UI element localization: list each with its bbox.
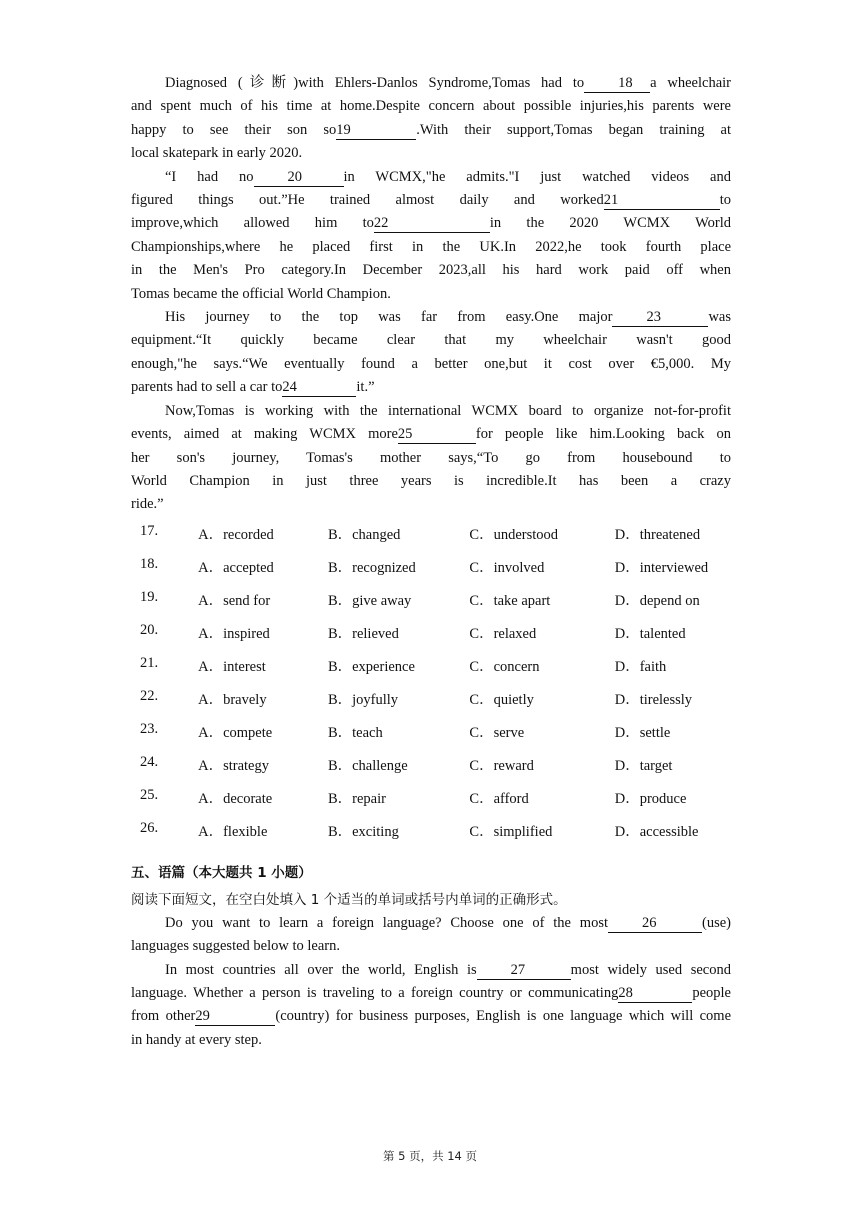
- question-options-row: [131, 622, 731, 655]
- option-a: A．interest: [198, 658, 266, 675]
- option-a: A．bravely: [198, 691, 267, 708]
- option-d: D．tirelessly: [614, 691, 693, 708]
- blank-18: 18: [584, 75, 650, 93]
- question-options-row: [131, 556, 731, 589]
- blank-20: 20: [254, 169, 344, 187]
- passage2-paragraph-2: [131, 959, 731, 1053]
- question-number: 18.: [140, 555, 159, 572]
- text-line: language. Whether a person is traveling to a foreign country or communicating: [131, 984, 619, 1001]
- page-footer: 第 5 页，共 14 页: [382, 1149, 478, 1163]
- text-line: for people like him.Looking back on: [475, 426, 731, 443]
- option-b: B．experience: [327, 658, 415, 675]
- text-line: ride.”: [131, 496, 164, 513]
- blank-29: 29: [195, 1008, 275, 1026]
- option-c: C．reward: [469, 757, 534, 774]
- question-options-row: [131, 820, 731, 853]
- text-line: In most countries all over the world, English is: [165, 961, 477, 978]
- option-a: A．send for: [198, 592, 271, 609]
- section-title: 五、语篇（本大题共 1 小题）: [131, 864, 312, 881]
- blank-26: 26: [608, 915, 702, 933]
- option-c: C．take apart: [469, 592, 551, 609]
- text-line: was: [708, 309, 731, 326]
- text-line: “I had no: [165, 168, 254, 185]
- question-options-row: [131, 688, 731, 721]
- blank-22: 22: [374, 215, 490, 233]
- question-options-row: [131, 523, 731, 556]
- options-list: [131, 523, 731, 853]
- passage-paragraph-1: [131, 72, 731, 166]
- text-line: enough,"he says.“We eventually found a better one,but it cost over €5,000. My: [131, 355, 731, 372]
- option-b: B．joyfully: [327, 691, 399, 708]
- option-a: A．recorded: [198, 526, 274, 543]
- option-c: C．involved: [469, 559, 545, 576]
- question-number: 20.: [140, 621, 159, 638]
- blank-19: 19: [336, 122, 416, 140]
- question-options-row: [131, 787, 731, 820]
- text-line: (country) for business purposes, English is one language which will come: [275, 1008, 732, 1025]
- option-d: D．interviewed: [614, 559, 709, 576]
- question-number: 23.: [140, 720, 159, 737]
- text-line: languages suggested below to learn.: [131, 938, 340, 955]
- option-b: B．repair: [327, 790, 386, 807]
- question-number: 24.: [140, 753, 159, 770]
- question-number: 25.: [140, 786, 159, 803]
- option-b: B．exciting: [327, 823, 399, 840]
- option-a: A．flexible: [198, 823, 268, 840]
- text-line: and spent much of his time at home.Despite concern about possible injuries,his parents were: [131, 98, 731, 115]
- option-c: C．understood: [469, 526, 559, 543]
- text-line: in WCMX,"he admits."I just watched videos and: [343, 168, 731, 185]
- blank-21: 21: [604, 192, 720, 210]
- text-line: figured things out.”He trained almost daily and worked: [131, 192, 604, 209]
- text-line: (use): [702, 914, 731, 931]
- text-line: from other: [131, 1008, 196, 1025]
- option-c: C．relaxed: [469, 625, 537, 642]
- option-d: D．faith: [614, 658, 667, 675]
- text-line: His journey to the top was far from easy.One major: [165, 309, 613, 326]
- option-b: B．challenge: [327, 757, 408, 774]
- option-a: A．inspired: [198, 625, 270, 642]
- text-line: happy to see their son so: [131, 121, 337, 138]
- text-line: her son's journey, Tomas's mother says,“To go from housebound to: [131, 449, 731, 466]
- question-options-row: [131, 655, 731, 688]
- question-number: 26.: [140, 819, 159, 836]
- option-b: B．relieved: [327, 625, 399, 642]
- text-line: Championships,where he placed first in the UK.In 2022,he took fourth place: [131, 238, 731, 255]
- text-line: World Champion in just three years is incredible.It has been a crazy: [131, 472, 731, 489]
- option-d: D．settle: [614, 724, 671, 741]
- text-line: in the 2020 WCMX World: [489, 215, 731, 232]
- option-a: A．compete: [198, 724, 273, 741]
- option-a: A．decorate: [198, 790, 273, 807]
- option-d: D．depend on: [614, 592, 700, 609]
- option-a: A．accepted: [198, 559, 274, 576]
- passage-paragraph-2: [131, 166, 731, 306]
- option-c: C．concern: [469, 658, 540, 675]
- option-b: B．teach: [327, 724, 383, 741]
- option-b: B．give away: [327, 592, 412, 609]
- blank-27: 27: [477, 962, 571, 980]
- text-line: it.”: [356, 379, 375, 396]
- section-instruction: 阅读下面短文，在空白处填入 1 个适当的单词或括号内单词的正确形式。: [131, 891, 567, 908]
- option-c: C．afford: [469, 790, 529, 807]
- text-line: parents had to sell a car to: [131, 379, 283, 396]
- option-a: A．strategy: [198, 757, 269, 774]
- page-content: [131, 72, 731, 1052]
- text-line: .With their support,Tomas began training at: [416, 121, 731, 138]
- passage-paragraph-3: [131, 306, 731, 400]
- option-d: D．produce: [614, 790, 687, 807]
- option-b: B．recognized: [327, 559, 416, 576]
- text-line: Now,Tomas is working with the international WCMX board to organize not-for-profit: [165, 402, 731, 419]
- blank-23: 23: [612, 309, 708, 327]
- text-line: Diagnosed (诊断)with Ehlers-Danlos Syndrome,Tomas had to: [165, 75, 585, 91]
- option-d: D．accessible: [614, 823, 699, 840]
- text-line: improve,which allowed him to: [131, 215, 374, 232]
- text-line: to: [719, 192, 731, 209]
- text-line: events, aimed at making WCMX more: [131, 426, 398, 443]
- question-options-row: [131, 721, 731, 754]
- option-d: D．target: [614, 757, 673, 774]
- question-number: 21.: [140, 654, 159, 671]
- text-line: in handy at every step.: [131, 1031, 262, 1048]
- question-number: 17.: [140, 522, 159, 539]
- option-b: B．changed: [327, 526, 401, 543]
- question-options-row: [131, 589, 731, 622]
- text-line: people: [692, 984, 731, 1001]
- passage-paragraph-4: [131, 400, 731, 517]
- question-number: 19.: [140, 588, 159, 605]
- blank-25: 25: [398, 426, 476, 444]
- blank-28: 28: [618, 985, 692, 1003]
- text-line: Tomas became the official World Champion.: [131, 285, 391, 302]
- option-d: D．threatened: [614, 526, 701, 543]
- question-number: 22.: [140, 687, 159, 704]
- question-options-row: [131, 754, 731, 787]
- text-line: local skatepark in early 2020.: [131, 145, 303, 162]
- text-line: most widely used second: [570, 961, 731, 978]
- text-line: in the Men's Pro category.In December 2023,all his hard work paid off when: [131, 262, 731, 279]
- text-line: a wheelchair: [650, 75, 731, 91]
- passage2-paragraph-1: [131, 912, 731, 959]
- blank-24: 24: [282, 379, 356, 397]
- option-c: C．quietly: [469, 691, 534, 708]
- option-d: D．talented: [614, 625, 686, 642]
- text-line: Do you want to learn a foreign language? Choose one of the most: [165, 914, 608, 931]
- option-c: C．simplified: [469, 823, 553, 840]
- text-line: equipment.“It quickly became clear that my wheelchair wasn't good: [131, 332, 731, 349]
- option-c: C．serve: [469, 724, 525, 741]
